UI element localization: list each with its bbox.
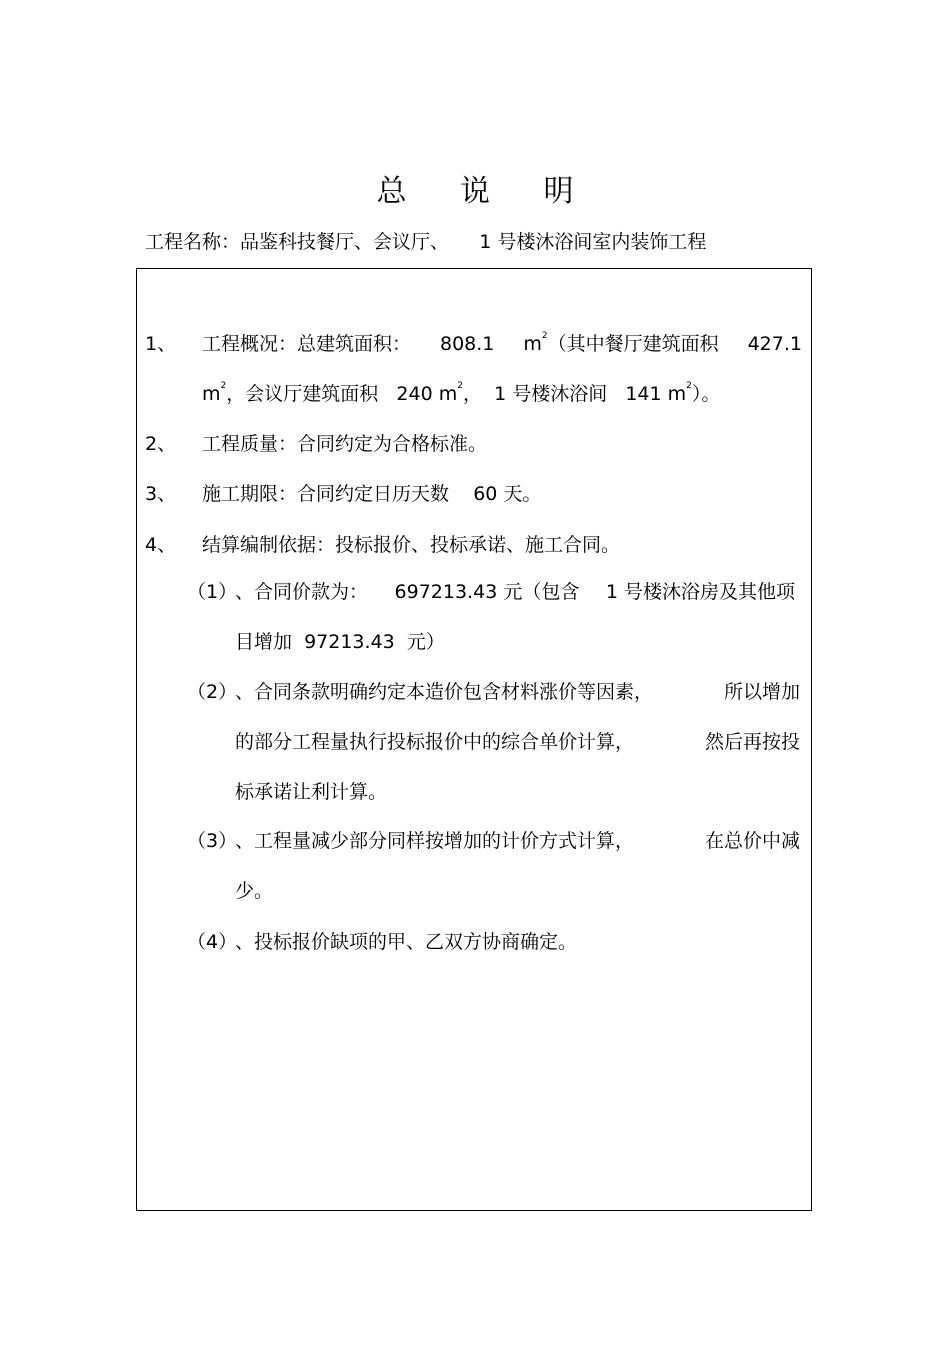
item-1-text-a: 工程概况：总建筑面积：: [202, 333, 412, 355]
sub-2-line-1: 、合同条款明确约定本造价包含材料涨价等因素， 所以增加: [235, 681, 800, 703]
project-name-part-a: 品鉴科技餐厅、会议厅、: [240, 231, 450, 253]
sub-2-line-3: 标承诺让利计算。: [235, 781, 388, 803]
item-4-number: 4、: [145, 534, 177, 556]
item-1-text-e: 427.1: [747, 333, 802, 355]
project-name-label: 工程名称：: [145, 231, 241, 253]
sub-4-number: （4）: [187, 931, 238, 953]
item-3-number: 3、: [145, 483, 177, 505]
item-1-text-c-group: $m^2$（其中餐厅建筑面积: [523, 331, 719, 355]
sub-3-number: （3）: [187, 830, 238, 852]
sub-1-number: （1）: [187, 581, 238, 603]
project-name-part-b: 1 号楼沐浴间室内装饰工程: [479, 231, 707, 253]
page-title: 总 说 明: [376, 174, 596, 209]
sub-1-line-1: 、合同价款为： 697213.43 元（包含 1 号楼沐浴房及其他项: [235, 581, 795, 603]
item-2-number: 2、: [145, 433, 177, 455]
sub-1-line-2: 目增加 97213.43 元）: [235, 631, 445, 653]
project-name-line: [145, 228, 706, 256]
item-1-text-b: 808.1: [439, 333, 495, 355]
sub-3-line-1: 、工程量减少部分同样按增加的计价方式计算， 在总价中减: [235, 830, 800, 852]
item-1-number: 1、: [145, 333, 177, 355]
sub-3-line-2: 少。: [235, 880, 274, 902]
sub-2-line-2: 的部分工程量执行投标报价中的综合单价计算， 然后再按投: [235, 731, 800, 753]
item-2-text: 工程质量：合同约定为合格标准。: [202, 433, 488, 455]
item-4-text: 结算编制依据：投标报价、投标承诺、施工合同。: [202, 534, 621, 556]
item-3-line: 施工期限：合同约定日历天数 60 天。: [202, 483, 542, 505]
item-1-line-1: [202, 330, 802, 358]
sub-2-number: （2）: [187, 681, 238, 703]
sub-4-text: 、投标报价缺项的甲、乙双方协商确定。: [235, 931, 578, 953]
item-1-line-2: $m^2$，会议厅建筑面积 240 $m^2$， 1 号楼沐浴间 141 $m^2$）。: [202, 381, 721, 405]
